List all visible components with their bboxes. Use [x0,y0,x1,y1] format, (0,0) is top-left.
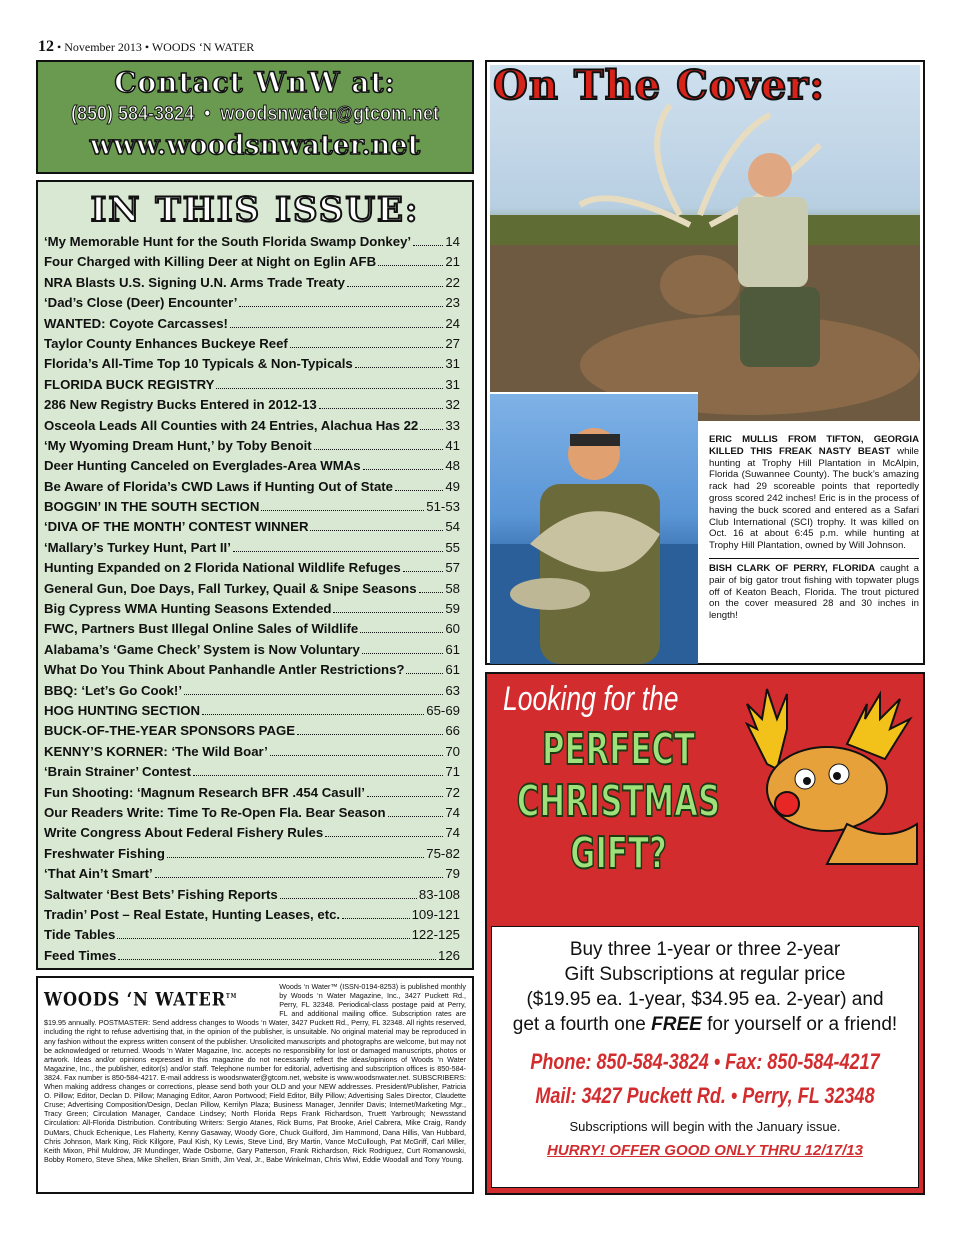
toc-item[interactable] [44,948,460,968]
toc-item[interactable] [44,356,460,376]
ad-offer-panel [491,926,919,1188]
contact-email[interactable]: woodsnwater@gtcom.net [220,103,440,125]
toc-item-page: 122-125 [411,927,460,943]
toc-item-title: Taylor County Enhances Buckeye Reef [44,335,288,351]
toc-item[interactable] [44,621,460,641]
contact-website[interactable]: www.woodsnwater.net [89,130,421,161]
toc-item-page: 55 [445,539,460,555]
toc-item-title: Tide Tables [44,927,116,943]
page-number: 12 [38,38,54,55]
toc-item[interactable] [44,275,460,295]
cover-photo-deer [490,65,920,421]
toc-item[interactable] [44,805,460,825]
toc-item[interactable] [44,581,460,601]
toc-item[interactable] [44,764,460,784]
toc-leader-dots [342,918,410,919]
toc-leader-dots [118,959,436,960]
toc-item[interactable] [44,846,460,866]
caption-divider [709,558,919,559]
toc-item-title: Hunting Expanded on 2 Florida National Wildlife Refuges [44,560,401,576]
toc-leader-dots [297,734,443,735]
toc-item-page: 31 [445,376,460,392]
toc-item-title: FWC, Partners Bust Illegal Online Sales of Wildlife [44,621,359,637]
page-folio [38,38,254,56]
toc-item-title: ‘Dad’s Close (Deer) Encounter’ [44,295,238,311]
toc-item-title: Big Cypress WMA Hunting Seasons Extended [44,601,332,617]
toc-leader-dots [155,877,444,878]
toc-item[interactable] [44,438,460,458]
free-emphasis: FREE [651,1014,702,1035]
toc-leader-dots [325,836,443,837]
toc-item-title: Feed Times [44,947,117,963]
toc-leader-dots [233,551,443,552]
toc-item-page: 14 [445,234,460,249]
toc-item[interactable] [44,519,460,539]
toc-item-page: 74 [445,825,460,841]
toc-item[interactable] [44,336,460,356]
toc-item-title: ‘DIVA OF THE MONTH’ CONTEST WINNER [44,519,309,535]
toc-item[interactable] [44,825,460,845]
toc-item-page: 27 [445,335,460,351]
toc-item[interactable] [44,479,460,499]
toc-leader-dots [363,469,444,470]
toc-item-title: ‘Brain Strainer’ Contest [44,764,192,780]
ad-headline-line1: PERFECT [541,724,696,775]
toc-item-title: General Gun, Doe Days, Fall Turkey, Quail & Snipe Seasons [44,580,417,596]
toc-item-page: 66 [445,723,460,739]
toc-leader-dots [239,306,443,307]
toc-item[interactable] [44,683,460,703]
toc-item-title: Our Readers Write: Time To Re-Open Fla. Bear Season [44,804,386,820]
toc-item-title: NRA Blasts U.S. Signing U.N. Arms Trade Treaty [44,274,345,290]
contact-phone[interactable]: (850) 584-3824 [70,103,195,125]
toc-item-title: Four Charged with Killing Deer at Night on Eglin AFB [44,254,377,270]
in-this-issue-box [36,180,474,970]
toc-item-title: Osceola Leads All Counties with 24 Entries, Alachua Has 22 [44,417,419,433]
cover-photo-trout [490,392,698,664]
toc-item[interactable] [44,642,460,662]
toc-item-page: 22 [445,274,460,290]
toc-item[interactable] [44,744,460,764]
toc-leader-dots [378,265,443,266]
trademark-mark: TM [225,993,238,1000]
toc-item-page: 70 [445,743,460,759]
masthead-text: Woods ‘n Water™ (ISSN-0194-8253) is published monthly by Woods ‘n Water Magazine, Inc., 3427 Puckett Rd., Perry, FL 32348. Periodical-class postage paid at Perry, FL and additional mailing office. Subscription rates are $19.95 annually. POSTMASTER: Send address changes to Woods ‘n Water, 3427 Puckett Rd., Perry, FL 32348. All rights reserved, including the right to refuse advertising that, in the opinion of the publisher, is unsuitable. No original material may be reproduced in any fashion without the express written consent of the publisher. Unsolicited manuscripts and photographs are welcome, but may not be acknowledged or returned. Woods ‘n Water Magazine, Inc. accepts no responsibility for lost or damaged manuscripts, photos or artwork. Ideas and/or opinions expressed in this magazine do not necessarily reflect the ideas/opinions of Woods ‘n Water Magazine, Inc., the publisher, editor(s) and/or staff. Telephone number for editorial, advertising and subscription offices is 850-584-3824. Fax number is 850-584-4217. E-mail address is woodsnwater@gtcom.net, website is www.woodsnwater.net. SUBSCRIBERS: When making address changes or corrections, please send both your OLD and your NEW addresses. President/Publisher, Patricia O. Pillow; Editor, Declan D. Pillow; Managing Editor, Aaron Portwood; Field Editor, Billy Pillow; Advertising Sales Director, Claudette Cruse; Advertising Composition/Design, Declan Pillow, Kerrilyn Plaza; Business Manager, Jennifer Davis; Internet/Marketing Mgr., Tracy Green; Circulation Manager, Candace Lindsey; North Florida Reps Frank Richardson, Truett Yarbrough; Newsstand Circulation: All-Florida Distribution. Contributing Writers: Sergio Atanes, Rick Burns, Pat Brooke, Ariel Cabrera, Mike Craig, Randy DuMars, Chuck Echenique, Les Flaherty, Kenny Gasaway, Woody Gore, Chuck Guilford, Jim Hammond, Dana Hillis, Van Hubbard, Chris Johnson, Mark King, Rick Killgore, Paul Kish, Ky Lewis, Steve Lind, Bry Martin, Vance McCullough, Pat McGriff, Carl Miller, Keith Mixon, Phil Muldrow, JR Mundinger, Wade Osborne, Gary Patterson, Frank Richardson, Rick Rodriguez, Curt Romanowski, Bobby Romero, Steve Shea, Mike Shellen, Brian Smith, Jim Veal, Jr., Babe Winkelman, Chris Wiwi, Eddie Woodall and Tony Young. [44,982,466,1164]
toc-item[interactable] [44,907,460,927]
toc-item[interactable] [44,703,460,723]
toc-item-page: 54 [445,519,460,535]
masthead-logo: WOODS ‘N WATER™ [44,988,238,1011]
toc-leader-dots [117,938,409,939]
toc-item[interactable] [44,560,460,580]
toc-item-page: 51-53 [426,499,460,515]
ad-headline-line2: CHRISTMAS [516,776,721,827]
toc-item-page: 60 [445,621,460,637]
toc-leader-dots [261,510,424,511]
toc-leader-dots [420,429,443,430]
on-the-cover-title: On The Cover: [493,62,826,109]
toc-item-title: ‘My Memorable Hunt for the South Florida Swamp Donkey’ [44,234,412,249]
ad-headline [503,724,734,880]
toc-leader-dots [314,449,444,450]
toc-item[interactable] [44,723,460,743]
toc-leader-dots [333,612,443,613]
toc-leader-dots [395,490,443,491]
toc-leader-dots [216,388,443,389]
contact-box [36,60,474,174]
toc-item-page: 59 [445,601,460,617]
toc-item[interactable] [44,785,460,805]
toc-leader-dots [413,245,443,246]
toc-item-page: 49 [445,478,460,494]
toc-item[interactable] [44,927,460,947]
toc-item-title: BBQ: ‘Let’s Go Cook!’ [44,682,182,698]
caption-deer: ERIC MULLIS FROM TIFTON, GEORGIA KILLED THIS FREAK NASTY BEAST while hunting at Trophy Hill Plantation in McAlpin, Florida (Suwannee County). The buck’s amazing rack had 29 scoreable points that reportedly gross scored 242 inches! Eric is in the process of having the buck scored and entered as a Safari Club International (SCI) trophy. It was killed on Oct. 16 at about 6:45 p.m. while hunting at Trophy Hill Plantation, owned by Will Johnson. [709,434,919,552]
toc-item[interactable] [44,234,460,254]
toc-item-title: Tradin’ Post – Real Estate, Hunting Leases, etc. [44,906,341,922]
toc-leader-dots [290,347,444,348]
toc-item-title: What Do You Think About Panhandle Antler Restrictions? [44,662,405,678]
toc-item-title: WANTED: Coyote Carcasses! [44,315,228,331]
contact-line [60,103,451,126]
toc-item[interactable] [44,418,460,438]
toc-leader-dots [310,530,443,531]
toc-item-page: 72 [445,784,460,800]
contact-separator: • [204,103,211,125]
toc-item-title: ‘That Ain’t Smart’ [44,866,153,882]
toc-leader-dots [360,632,443,633]
toc-item-title: 286 New Registry Bucks Entered in 2012-13 [44,397,317,413]
toc-leader-dots [362,653,443,654]
toc-leader-dots [167,857,424,858]
toc-item-page: 74 [445,804,460,820]
toc-item-title: ‘My Wyoming Dream Hunt,’ by Toby Benoit [44,437,312,453]
toc-item-title: BUCK-OF-THE-YEAR SPONSORS PAGE [44,723,296,739]
toc-item-page: 65-69 [426,702,460,718]
toc-item-title: HOG HUNTING SECTION [44,702,201,718]
ad-hurry-offer: HURRY! OFFER GOOD ONLY THRU 12/17/13 [547,1142,863,1159]
toc-leader-dots [347,286,443,287]
toc-item[interactable] [44,397,460,417]
toc-item[interactable] [44,254,460,274]
toc-item-title: Florida’s All-Time Top 10 Typicals & Non-Typicals [44,356,353,372]
toc-item-title: Deer Hunting Canceled on Everglades-Area WMAs [44,458,361,474]
toc-item-page: 57 [445,560,460,576]
toc-item[interactable] [44,887,460,907]
toc-item-title: Write Congress About Federal Fishery Rules [44,825,324,841]
toc-item-title: Saltwater ‘Best Bets’ Fishing Reports [44,886,278,902]
toc-item-page: 61 [445,641,460,657]
caption-trout: BISH CLARK OF PERRY, FLORIDA caught a pair of big gator trout fishing with topwater plugs off of Keaton Beach, Florida. The trout pictured on the cover measured 28 and 30 inches in length! [709,562,919,622]
toc-list [38,234,472,968]
toc-leader-dots [319,408,444,409]
ad-mail-address: Mail: 3427 Puckett Rd. • Perry, FL 32348 [535,1083,875,1108]
toc-item-page: 48 [445,458,460,474]
toc-item[interactable] [44,316,460,336]
toc-item-page: 41 [445,437,460,453]
toc-leader-dots [388,816,444,817]
reindeer-icon [727,674,923,884]
toc-item[interactable] [44,377,460,397]
toc-item-page: 71 [445,764,460,780]
toc-leader-dots [280,898,417,899]
toc-item-page: 79 [445,866,460,882]
toc-item-page: 126 [437,947,460,963]
toc-item-title: FLORIDA BUCK REGISTRY [44,376,215,392]
ad-headline-line3: GIFT? [570,828,667,879]
toc-item[interactable] [44,866,460,886]
toc-leader-dots [419,592,444,593]
toc-item-title: KENNY’S KORNER: ‘The Wild Boar’ [44,743,268,759]
toc-item[interactable] [44,458,460,478]
toc-item-page: 24 [445,315,460,331]
contact-title: Contact WnW at: [114,66,396,99]
toc-leader-dots [367,796,443,797]
toc-item[interactable] [44,601,460,621]
toc-item-page: 23 [445,295,460,311]
toc-leader-dots [406,673,443,674]
folio-line: • November 2013 • WOODS ‘N WATER [57,40,255,54]
toc-leader-dots [403,571,444,572]
toc-item-page: 21 [445,254,460,270]
toc-item[interactable] [44,540,460,560]
toc-item-page: 31 [445,356,460,372]
ad-offer-text: Buy three 1-year or three 2-year Gift Subscriptions at regular price ($19.95 ea. 1-year, $34.95 ea. 2-year) and get a fourth one FREE for yourself or a friend! [512,939,898,1035]
toc-item[interactable] [44,662,460,682]
toc-item-title: Freshwater Fishing [44,845,165,861]
toc-leader-dots [270,755,443,756]
toc-item-title: BOGGIN’ IN THE SOUTH SECTION [44,499,260,515]
toc-leader-dots [230,327,443,328]
toc-item-page: 33 [445,417,460,433]
toc-item-title: ‘Mallary’s Turkey Hunt, Part II’ [44,539,231,555]
toc-item[interactable] [44,295,460,315]
toc-item-page: 109-121 [411,906,460,922]
in-this-issue-title: IN THIS ISSUE: [90,190,420,230]
toc-item-title: Be Aware of Florida’s CWD Laws if Hunting Out of State [44,478,393,494]
ad-looking-text: Looking for the [503,680,679,718]
toc-item-title: Alabama’s ‘Game Check’ System is Now Voluntary [44,641,360,657]
christmas-gift-ad[interactable] [485,672,925,1195]
toc-leader-dots [193,775,443,776]
toc-item-page: 61 [445,662,460,678]
toc-item-page: 63 [445,682,460,698]
on-the-cover-box [485,60,925,665]
toc-item-page: 83-108 [418,886,460,902]
toc-item-page: 32 [445,397,460,413]
masthead-box [36,976,474,1194]
toc-item-title: Fun Shooting: ‘Magnum Research BFR .454 Casull’ [44,784,365,800]
toc-item[interactable] [44,499,460,519]
toc-item-page: 75-82 [426,845,460,861]
ad-phone-fax[interactable]: Phone: 850-584-3824 • Fax: 850-584-4217 [530,1049,880,1074]
toc-item-page: 58 [445,580,460,596]
cover-captions [709,434,919,628]
toc-leader-dots [355,367,444,368]
ad-subscription-note: Subscriptions will begin with the January issue. [569,1119,841,1134]
toc-leader-dots [184,694,443,695]
toc-leader-dots [202,714,424,715]
